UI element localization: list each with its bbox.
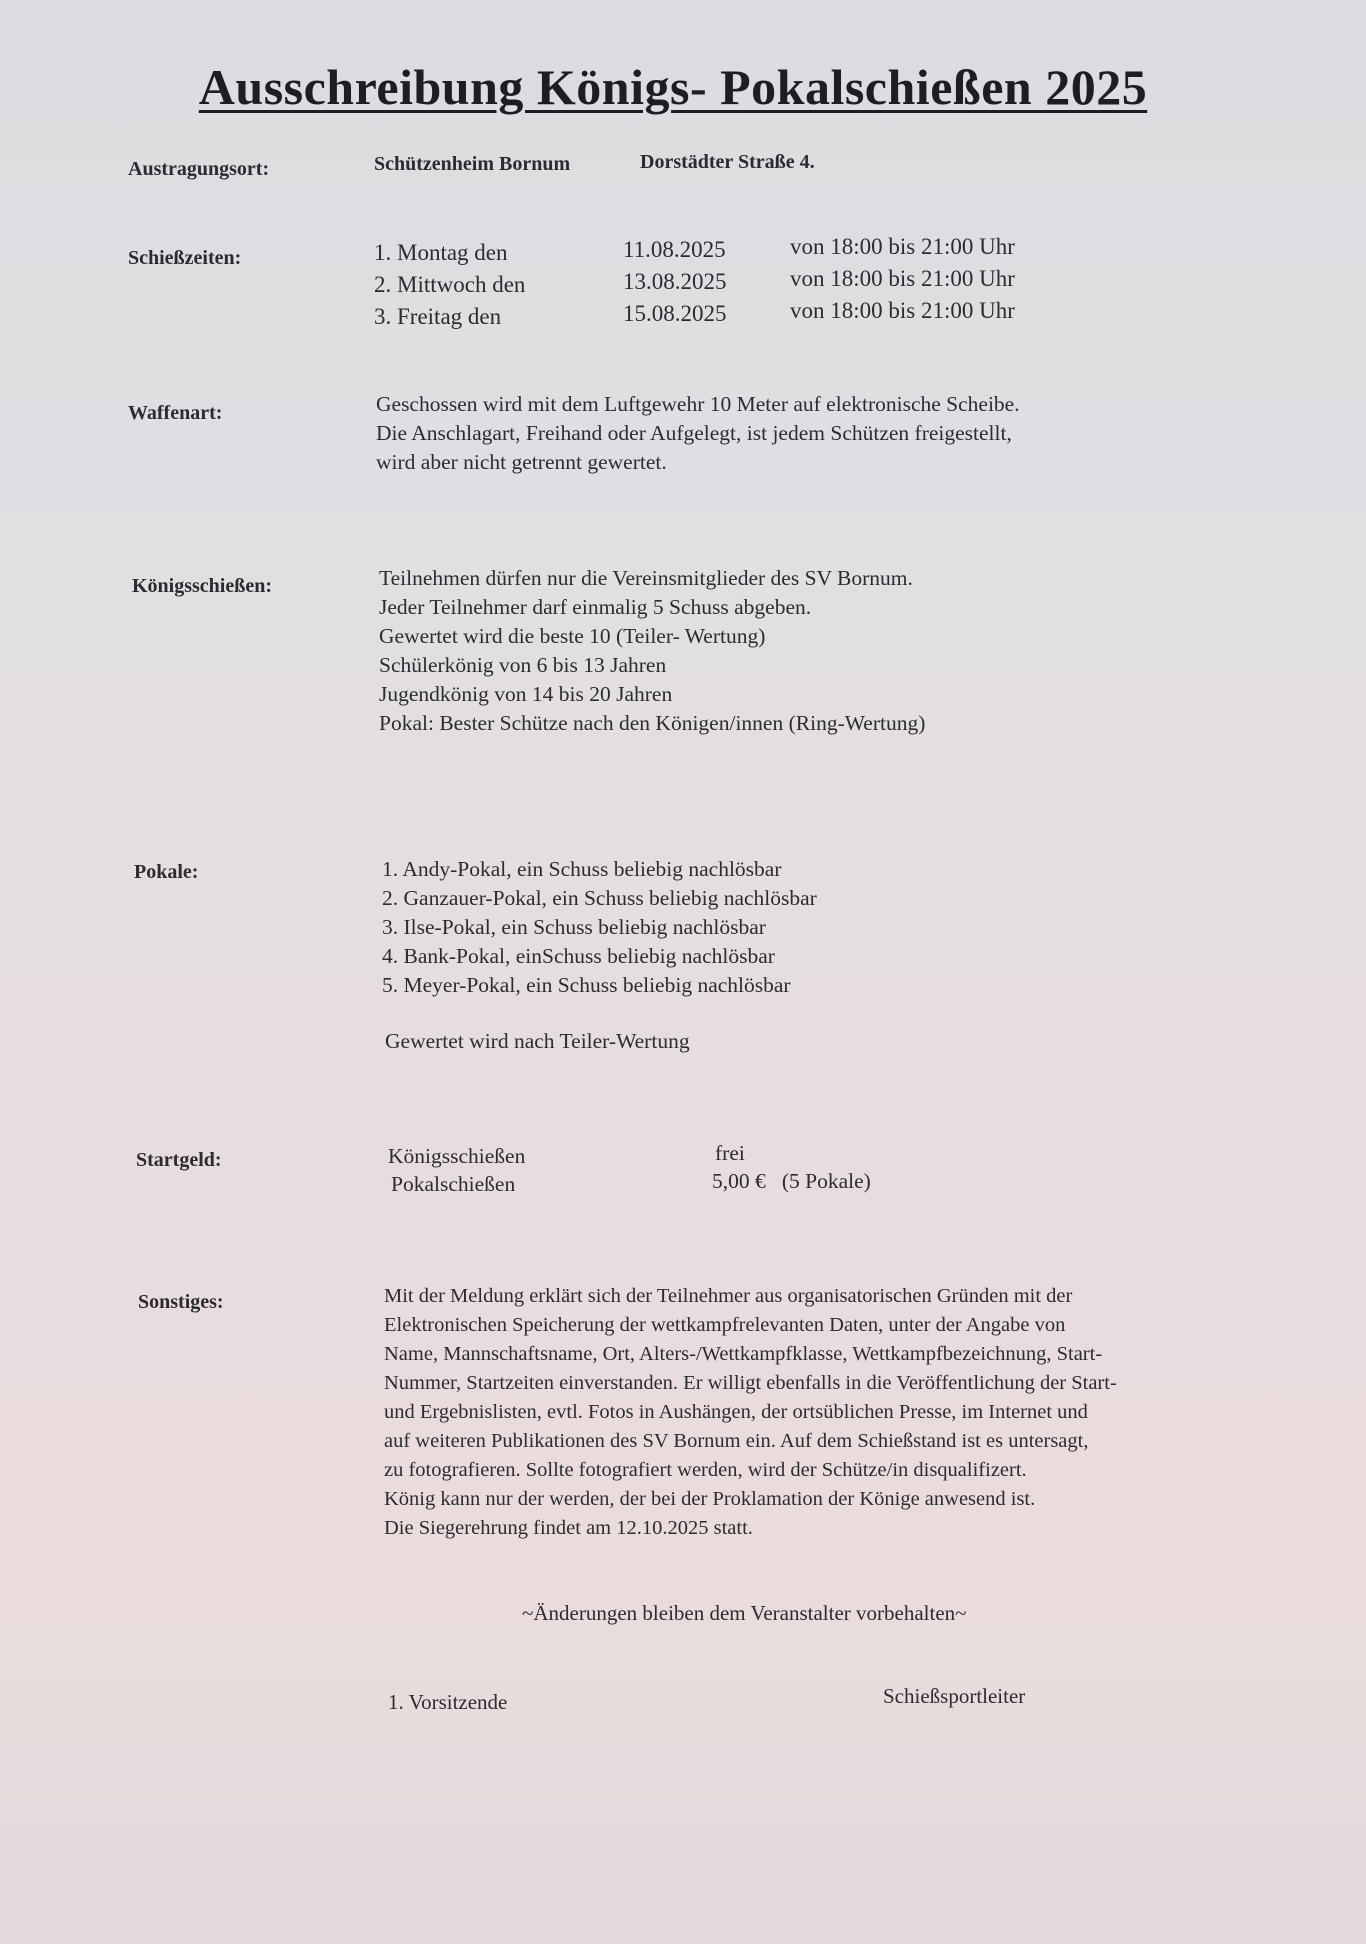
pokale-label: Pokale: (134, 861, 199, 883)
startgeld-value: frei (715, 1141, 745, 1165)
schiesszeit-date: 15.08.2025 (623, 301, 727, 326)
schiesszeit-day: 2. Mittwoch den (374, 272, 526, 297)
waffenart-text (376, 390, 1020, 477)
pokale-list (382, 855, 817, 1000)
austragungsort-label: Austragungsort: (128, 158, 270, 180)
pokal-item: 2. Ganzauer-Pokal, ein Schuss beliebig nachlösbar (382, 886, 817, 910)
schiesszeit-day: 3. Freitag den (374, 304, 502, 329)
startgeld-name: Pokalschießen (391, 1172, 516, 1196)
pokale-note: Gewertet wird nach Teiler-Wertung (385, 1029, 690, 1053)
schiesszeit-time: von 18:00 bis 21:00 Uhr (790, 234, 1015, 259)
koenigsschiessen-line: Jeder Teilnehmer darf einmalig 5 Schuss abgeben. (379, 595, 812, 619)
sonstiges-line: Elektronischen Speicherung der wettkampfrelevanten Daten, unter der Angabe von (384, 1314, 1066, 1336)
sonstiges-line: König kann nur der werden, der bei der Proklamation der Könige anwesend ist. (384, 1488, 1036, 1510)
waffenart-line: Geschossen wird mit dem Luftgewehr 10 Meter auf elektronische Scheibe. (376, 392, 1020, 416)
sonstiges-line: Die Siegerehrung findet am 12.10.2025 statt. (384, 1517, 753, 1539)
pokal-item: 3. Ilse-Pokal, ein Schuss beliebig nachlösbar (382, 915, 766, 939)
schiesszeiten-label: Schießzeiten: (128, 247, 242, 269)
koenigsschiessen-text (379, 564, 925, 738)
venue-address: Dorstädter Straße 4. (640, 151, 815, 173)
startgeld-value: 5,00 € (5 Pokale) (712, 1169, 871, 1193)
koenigsschiessen-line: Pokal: Bester Schütze nach den Königen/innen (Ring-Wertung) (379, 711, 926, 735)
startgeld-name: Königsschießen (388, 1144, 526, 1168)
koenigsschiessen-line: Gewertet wird die beste 10 (Teiler- Wertung) (379, 624, 766, 648)
sonstiges-line: zu fotografieren. Sollte fotografiert werden, wird der Schütze/in disqualifizert. (384, 1459, 1027, 1481)
sonstiges-text (384, 1282, 1117, 1543)
sonstiges-line: und Ergebnislisten, evtl. Fotos in Aushängen, der ortsüblichen Presse, im Internet und (384, 1401, 1088, 1423)
venue-name: Schützenheim Bornum (374, 153, 571, 175)
sonstiges-label: Sonstiges: (138, 1291, 224, 1313)
sonstiges-line: auf weiteren Publikationen des SV Bornum ein. Auf dem Schießstand ist es untersagt, (384, 1430, 1089, 1452)
waffenart-line: wird aber nicht getrennt gewertet. (376, 450, 667, 474)
sonstiges-line: Mit der Meldung erklärt sich der Teilnehmer aus organisatorischen Gründen mit der (384, 1285, 1073, 1307)
koenigsschiessen-label: Königsschießen: (132, 575, 273, 597)
schiesszeit-time: von 18:00 bis 21:00 Uhr (790, 298, 1015, 323)
pokal-item: 1. Andy-Pokal, ein Schuss beliebig nachlösbar (382, 857, 782, 881)
pokal-item: 5. Meyer-Pokal, ein Schuss beliebig nachlösbar (382, 973, 791, 997)
startgeld-label: Startgeld: (136, 1149, 222, 1171)
signature-chairperson: 1. Vorsitzende (388, 1690, 508, 1714)
schiesszeit-date: 13.08.2025 (623, 269, 727, 294)
signature-shooting-leader: Schießsportleiter (883, 1684, 1026, 1708)
koenigsschiessen-line: Jugendkönig von 14 bis 20 Jahren (379, 682, 673, 706)
pokal-item: 4. Bank-Pokal, einSchuss beliebig nachlösbar (382, 944, 775, 968)
koenigsschiessen-line: Teilnehmen dürfen nur die Vereinsmitglieder des SV Bornum. (379, 566, 913, 590)
waffenart-line: Die Anschlagart, Freihand oder Aufgelegt, ist jedem Schützen freigestellt, (376, 421, 1012, 445)
sonstiges-line: Nummer, Startzeiten einverstanden. Er willigt ebenfalls in die Veröffentlichung der Start- (384, 1372, 1117, 1394)
schiesszeit-day: 1. Montag den (374, 240, 508, 265)
koenigsschiessen-line: Schülerkönig von 6 bis 13 Jahren (379, 653, 667, 677)
schiesszeit-date: 11.08.2025 (623, 237, 726, 262)
waffenart-label: Waffenart: (128, 402, 223, 424)
sonstiges-line: Name, Mannschaftsname, Ort, Alters-/Wettkampfklasse, Wettkampfbezeichnung, Start- (384, 1343, 1103, 1365)
document-title: Ausschreibung Königs- Pokalschießen 2025 (198, 59, 1148, 115)
changes-note: ~Änderungen bleiben dem Veranstalter vorbehalten~ (522, 1601, 967, 1625)
schiesszeit-time: von 18:00 bis 21:00 Uhr (790, 266, 1015, 291)
